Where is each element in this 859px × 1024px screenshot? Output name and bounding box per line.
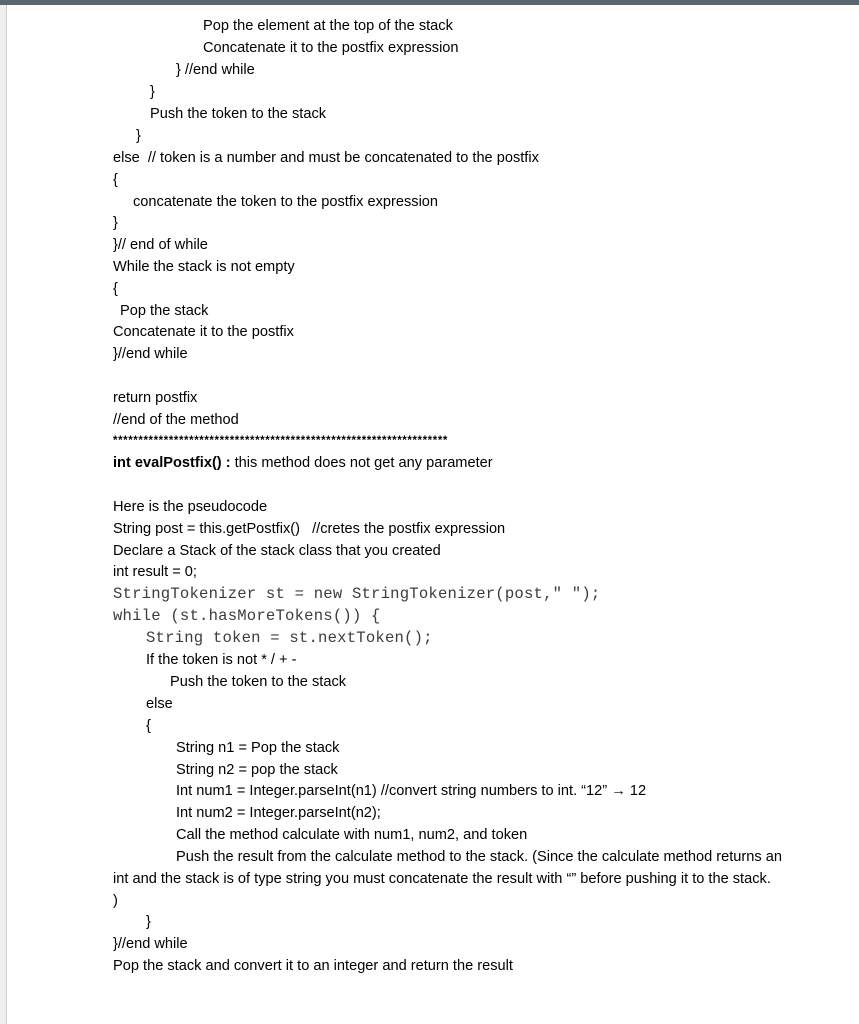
method-signature: int evalPostfix() : (113, 455, 231, 471)
code-line: }//end while (113, 936, 188, 952)
code-line: Int num2 = Integer.parseInt(n2); (176, 805, 381, 821)
code-line: Here is the pseudocode (113, 499, 268, 515)
code-line: return postfix (113, 390, 198, 406)
code-line: } (136, 128, 141, 144)
code-line: int result = 0; (113, 564, 197, 580)
code-line: { (113, 172, 118, 188)
code-line: concatenate the token to the postfix expression (133, 194, 439, 210)
code-line: ) (113, 893, 118, 909)
method-heading (113, 453, 493, 473)
code-line: Pop the stack (120, 303, 209, 319)
code-line: }//end while (113, 346, 188, 362)
code-line: String n1 = Pop the stack (176, 740, 340, 756)
code-line: Concatenate it to the postfix (113, 324, 294, 340)
code-line: Int num1 = Integer.parseInt(n1) //convert string numbers to int. “12” → 12 (176, 783, 647, 799)
separator-line: ****************************************************************** (113, 435, 448, 447)
code-line: }// end of while (113, 237, 208, 253)
code-line: } //end while (176, 62, 255, 78)
code-line: { (113, 281, 118, 297)
code-line: } (113, 215, 118, 231)
code-line: { (146, 718, 151, 734)
code-line-mono: while (st.hasMoreTokens()) { (113, 607, 381, 625)
code-line: else // token is a number and must be concatenated to the postfix (113, 150, 539, 166)
code-line: } (146, 914, 151, 930)
code-line: Concatenate it to the postfix expression (203, 40, 459, 56)
code-line: } (150, 84, 155, 100)
code-line: Push the token to the stack (150, 106, 327, 122)
method-description: this method does not get any parameter (230, 455, 493, 471)
code-line: If the token is not * / + - (146, 652, 297, 668)
code-line-mono: String token = st.nextToken(); (146, 629, 433, 647)
code-line: else (146, 696, 173, 712)
code-line: Push the result from the calculate method to the stack. (Since the calculate method returns an (176, 849, 782, 865)
code-line: Call the method calculate with num1, num2, and token (176, 827, 528, 843)
code-line: String post = this.getPostfix() //cretes the postfix expression (113, 521, 506, 537)
code-line: //end of the method (113, 412, 239, 428)
code-line: Pop the element at the top of the stack (203, 18, 453, 34)
code-line: While the stack is not empty (113, 259, 295, 275)
code-line-mono: StringTokenizer st = new StringTokenizer(post," "); (113, 585, 601, 603)
code-line: String n2 = pop the stack (176, 762, 338, 778)
code-line: Push the token to the stack (170, 674, 347, 690)
code-line: Pop the stack and convert it to an integer and return the result (113, 958, 513, 974)
code-line: Declare a Stack of the stack class that you created (113, 543, 441, 559)
code-line: int and the stack is of type string you must concatenate the result with “” before pushing it to the stack. (113, 871, 771, 887)
